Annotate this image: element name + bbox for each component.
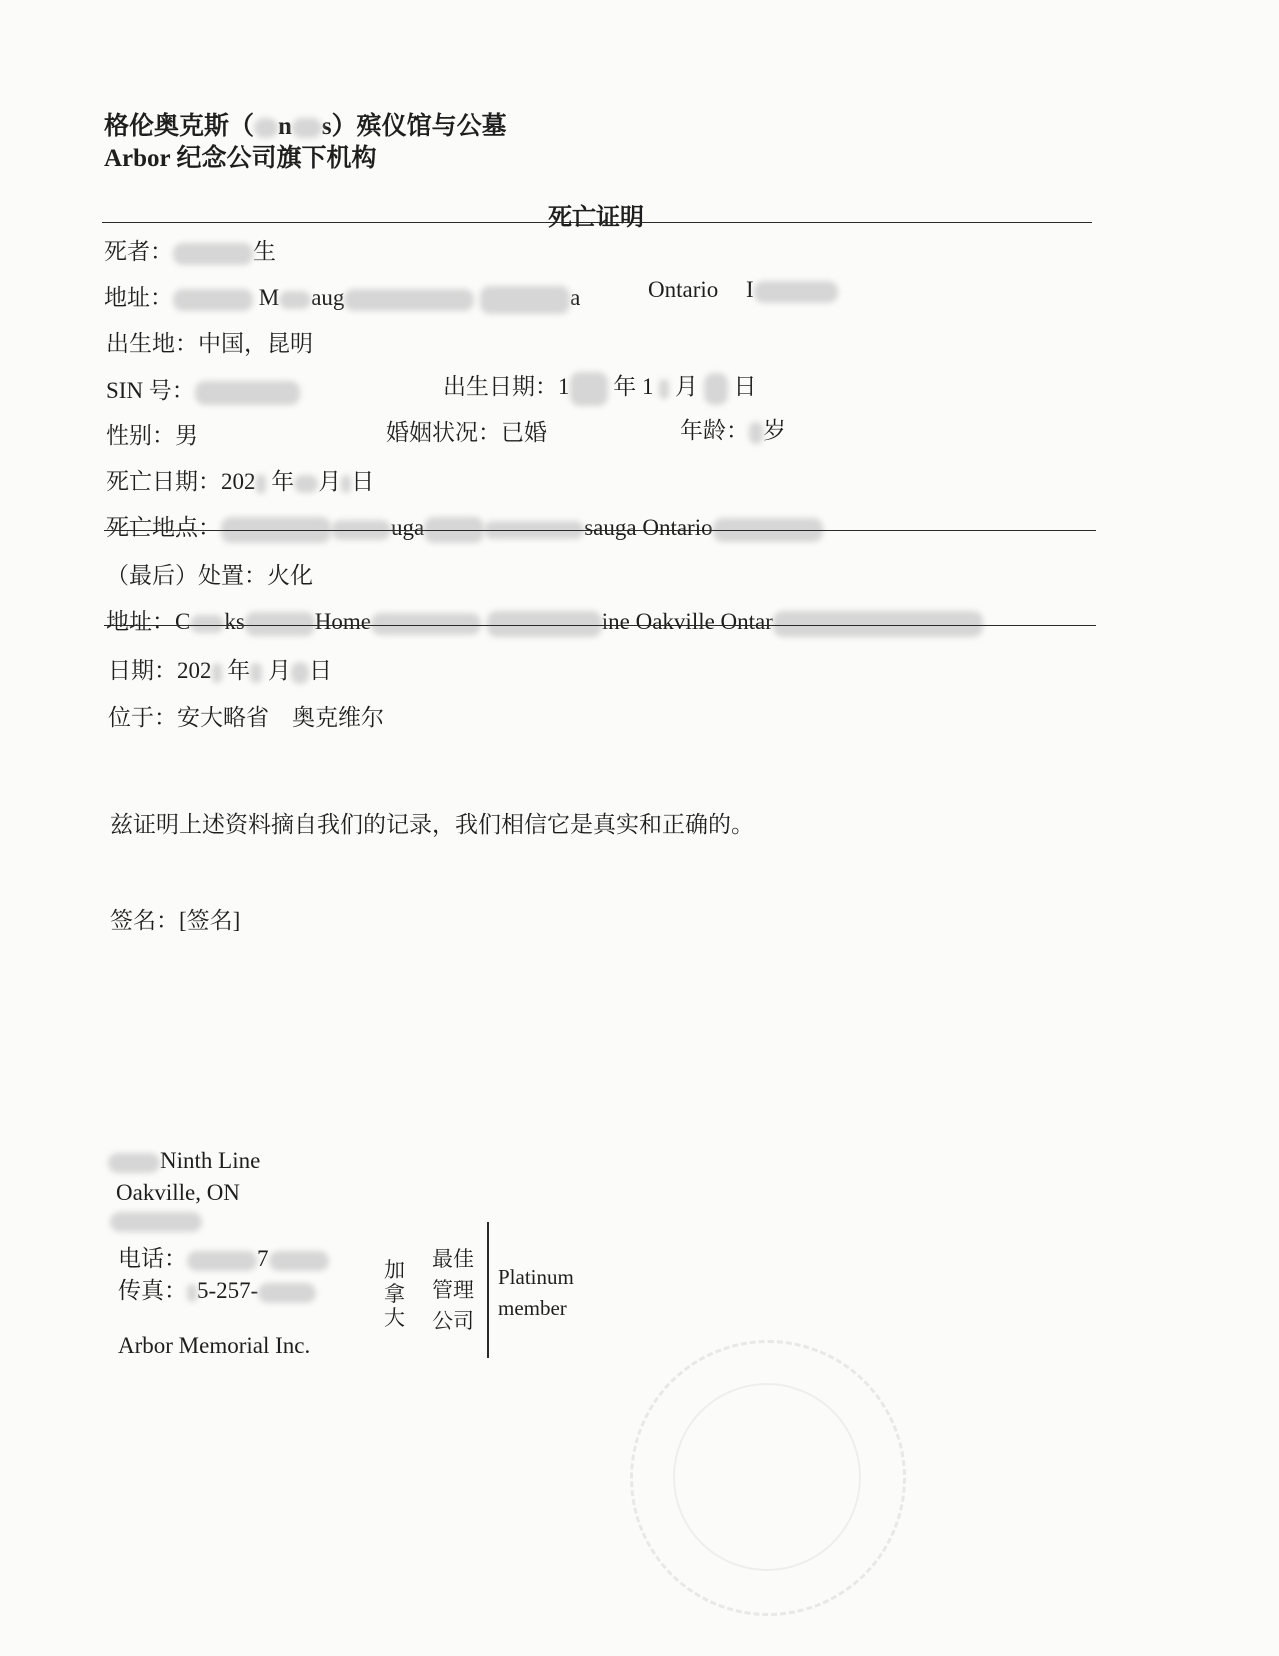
footer-phone: 电话： 7 [118,1240,329,1273]
gender-row: 性别：男 [106,423,198,448]
footer-redacted-line [110,1212,202,1232]
age-field: 年龄： 岁 [680,418,786,443]
certification-statement: 兹证明上述资料摘自我们的记录，我们相信它是真实和正确的。 [110,812,754,837]
redaction [173,289,253,311]
marital-status: 婚姻状况：已婚 [386,420,547,445]
org-affiliation: Arbor 纪念公司旗下机构 [104,145,377,172]
disposition-row: （最后）处置：火化 [106,563,313,588]
redaction [487,611,602,637]
redaction [250,663,262,683]
disposition-date-row: 日期：202 年 月 日 [108,658,332,683]
signature-line: 签名：[签名] [110,908,241,933]
birthdate-row: 出生日期：1 年 1 月 日 [443,368,757,406]
redaction [480,286,570,314]
redaction [341,475,351,493]
redaction [187,1284,197,1302]
redaction [269,1251,329,1271]
redaction [344,289,474,311]
redaction [254,118,278,138]
document-title: 死亡证明 [548,205,644,231]
badge-canada: 加 拿 大 [384,1258,405,1330]
redaction [570,372,608,406]
redaction [754,281,838,303]
birthplace-row: 出生地：中国，昆明 [106,331,313,356]
footer-company: Arbor Memorial Inc. [118,1333,311,1358]
death-section-rule [104,530,1096,531]
location-row: 位于：安大略省 奥克维尔 [108,705,384,730]
title-rule [102,222,1092,223]
address-province: Ontario [648,277,719,302]
address-row: 地址： M aug a [104,279,580,314]
redaction [108,1153,160,1173]
redaction [292,118,322,138]
org-name: 格伦奥克斯（ n s）殡仪馆与公墓 [104,113,507,140]
redaction [195,381,300,405]
badge-best-managed: 最佳 管理 公司 [432,1247,474,1333]
redaction [258,1283,316,1303]
sin-row: SIN 号： [106,372,300,405]
embossed-seal [630,1340,906,1616]
redaction [291,662,309,684]
deceased-row: 死者： 生 [104,239,276,264]
death-place-row: 死亡地点： uga sauga Ontario [106,509,823,543]
address-postal: I [746,277,838,303]
redaction [371,613,481,635]
redaction [190,615,224,633]
redaction [773,611,983,637]
footer-city: Oakville, ON [116,1180,240,1205]
disposition-address-row: 地址：C ks Home ine Oakville Ontar [106,603,983,637]
death-date-row: 死亡日期：202 年 月 日 [106,469,375,494]
redaction [256,474,266,494]
footer-street: Ninth Line [108,1148,260,1174]
disposition-rule [104,625,1096,626]
redaction [279,291,311,309]
redaction [245,612,315,636]
redaction [659,379,669,399]
redaction [187,1251,257,1271]
redaction [749,422,763,444]
embossed-seal-inner [673,1383,861,1571]
redaction [110,1212,202,1232]
redaction [704,373,728,405]
redaction [294,475,318,493]
badge-divider [487,1222,489,1358]
redaction [173,243,253,265]
badge-platinum: Platinum member [498,1265,574,1320]
redaction [212,663,222,683]
footer-fax: 传真： 5-257- [118,1272,316,1305]
